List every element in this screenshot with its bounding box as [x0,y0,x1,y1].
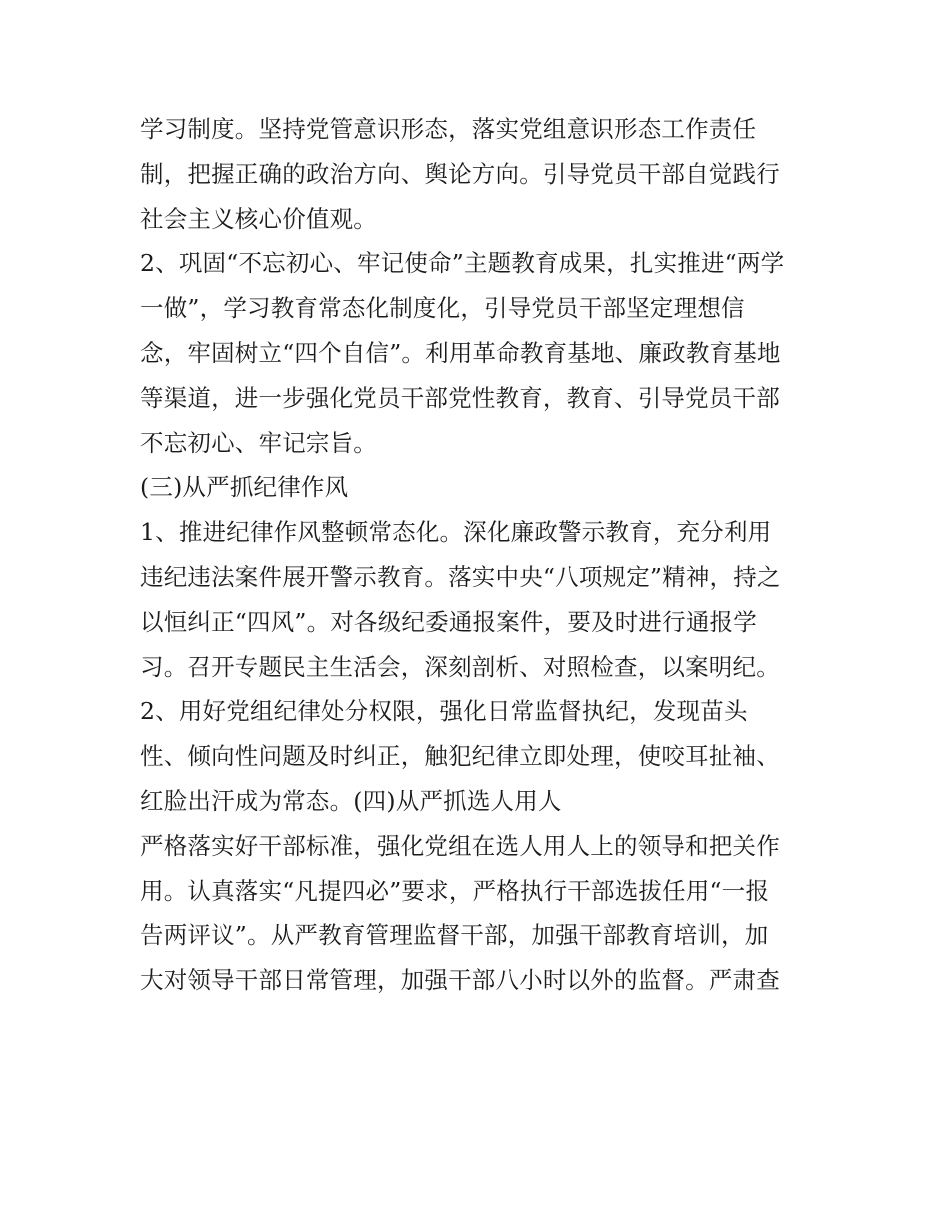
text-line: 学习制度。坚持党管意识形态，落实党组意识形态工作责任 [140,115,757,143]
text-line: 1、推进纪律作风整顿常态化。深化廉政警示教育，充分利用 [140,518,772,547]
text-line: 制，把握正确的政治方向、舆论方向。引导党员干部自觉践行 [140,159,780,188]
text-line: 告两评议”。从严教育管理监督干部，加强干部教育培训，加 [140,921,769,950]
text-line: 不忘初心、牢记宗旨。 [140,428,377,457]
text-line: 用。认真落实“凡提四必”要求，严格执行干部选拔任用“一报 [140,876,770,905]
text-line: 一做”，学习教育常态化制度化，引导党员干部坚定理想信 [140,294,745,323]
text-line: 社会主义核心价值观。 [140,204,377,233]
text-line: 违纪违法案件展开警示教育。落实中央“八项规定”精神，持之 [140,562,781,591]
text-line: 大对领导干部日常管理，加强干部八小时以外的监督。严肃查 [140,966,780,995]
text-line: 习。召开专题民主生活会，深刻剖析、对照检查，以案明纪。 [140,652,780,681]
text-line: 性、倾向性问题及时纠正，触犯纪律立即处理，使咬耳扯袖、 [140,742,780,771]
text-line: 红脸出汗成为常态。(四)从严抓选人用人 [140,786,562,815]
section-heading: (三)从严抓纪律作风 [140,473,349,502]
body-text [140,107,820,1003]
text-line: 2、巩固“不忘初心、牢记使命”主题教育成果，扎实推进“两学 [140,249,785,278]
text-line: 2、用好党组纪律处分权限，强化日常监督执纪，发现苗头 [140,697,748,726]
text-line: 以恒纠正“四风”。对各级纪委通报案件，要及时进行通报学 [140,607,757,636]
text-line: 念，牢固树立“四个自信”。利用革命教育基地、廉政教育基地 [140,338,781,367]
text-line: 等渠道，进一步强化党员干部党性教育，教育、引导党员干部 [140,383,780,412]
text-line: 严格落实好干部标准，强化党组在选人用人上的领导和把关作 [140,831,780,860]
